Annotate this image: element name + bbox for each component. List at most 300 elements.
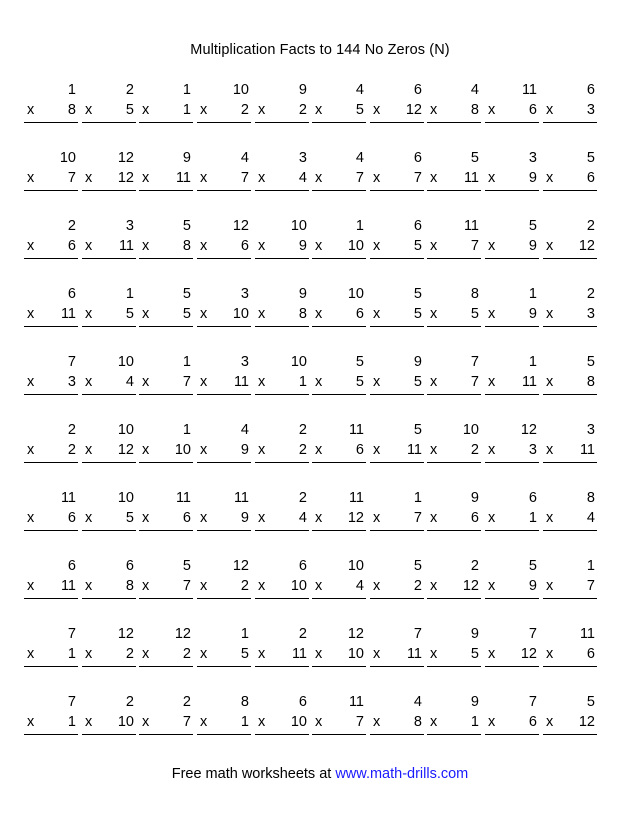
multiplicand: 1: [67, 82, 76, 98]
operator-line: [197, 443, 251, 463]
times-sign: x: [430, 646, 438, 662]
operator-line: [312, 647, 366, 667]
multiplier: 2: [240, 102, 249, 118]
multiplier: 4: [298, 170, 307, 186]
multiplier: 1: [528, 510, 537, 526]
operator-line: [543, 715, 597, 735]
multiplicand: 11: [348, 694, 364, 710]
multiplier: 8: [470, 102, 479, 118]
times-sign: x: [546, 510, 554, 526]
operator-line: [543, 375, 597, 395]
operator-line: [312, 579, 366, 599]
times-sign: x: [315, 238, 323, 254]
times-sign: x: [430, 238, 438, 254]
operator-line: [312, 443, 366, 463]
multiplier: 5: [413, 238, 422, 254]
operator-line: [543, 647, 597, 667]
multiplier: 9: [298, 238, 307, 254]
times-sign: x: [546, 578, 554, 594]
times-sign: x: [85, 102, 93, 118]
operator-line: [24, 307, 78, 327]
multiplicand: 5: [413, 558, 422, 574]
operator-line: [255, 647, 309, 667]
multiplicand: 7: [67, 354, 76, 370]
operator-line: [255, 511, 309, 531]
times-sign: x: [258, 714, 266, 730]
times-sign: x: [488, 714, 496, 730]
operator-line: [139, 307, 193, 327]
operator-line: [370, 307, 424, 327]
multiplier: 3: [67, 374, 76, 390]
multiplier: 5: [182, 306, 191, 322]
multiplier: 2: [240, 578, 249, 594]
operator-line: [543, 239, 597, 259]
times-sign: x: [430, 374, 438, 390]
operator-line: [427, 715, 481, 735]
operator-line: [485, 579, 539, 599]
times-sign: x: [27, 306, 35, 322]
operator-line: [197, 239, 251, 259]
operator-line: [255, 307, 309, 327]
times-sign: x: [142, 170, 150, 186]
operator-line: [197, 647, 251, 667]
multiplicand: 4: [413, 694, 422, 710]
multiplicand: 2: [298, 422, 307, 438]
multiplier: 10: [232, 306, 249, 322]
multiplier: 2: [470, 442, 479, 458]
multiplicand: 2: [182, 694, 191, 710]
operator-line: [427, 171, 481, 191]
multiplicand: 9: [413, 354, 422, 370]
operator-line: [82, 579, 136, 599]
times-sign: x: [315, 306, 323, 322]
operator-line: [139, 443, 193, 463]
times-sign: x: [85, 578, 93, 594]
worksheet-title: Multiplication Facts to 144 No Zeros (N): [190, 42, 450, 58]
multiplier: 10: [347, 646, 364, 662]
multiplier: 11: [406, 646, 422, 662]
multiplicand: 6: [67, 558, 76, 574]
operator-line: [427, 647, 481, 667]
times-sign: x: [546, 374, 554, 390]
multiplicand: 12: [117, 150, 134, 166]
operator-line: [255, 103, 309, 123]
multiplicand: 11: [521, 82, 537, 98]
times-sign: x: [85, 306, 93, 322]
times-sign: x: [258, 374, 266, 390]
multiplicand: 9: [298, 82, 307, 98]
multiplier: 12: [347, 510, 364, 526]
times-sign: x: [373, 510, 381, 526]
multiplicand: 3: [240, 286, 249, 302]
times-sign: x: [315, 442, 323, 458]
times-sign: x: [200, 646, 208, 662]
operator-line: [427, 307, 481, 327]
times-sign: x: [85, 170, 93, 186]
times-sign: x: [200, 306, 208, 322]
multiplicand: 5: [586, 694, 595, 710]
operator-line: [82, 239, 136, 259]
operator-line: [255, 375, 309, 395]
times-sign: x: [373, 578, 381, 594]
operator-line: [24, 171, 78, 191]
multiplier: 6: [355, 442, 364, 458]
multiplier: 7: [240, 170, 249, 186]
operator-line: [82, 647, 136, 667]
multiplier: 11: [60, 306, 76, 322]
multiplier: 6: [240, 238, 249, 254]
operator-line: [312, 715, 366, 735]
multiplicand: 2: [125, 694, 134, 710]
multiplier: 9: [528, 238, 537, 254]
times-sign: x: [85, 510, 93, 526]
multiplicand: 10: [347, 286, 364, 302]
operator-line: [255, 443, 309, 463]
times-sign: x: [488, 442, 496, 458]
multiplier: 2: [298, 102, 307, 118]
times-sign: x: [373, 170, 381, 186]
multiplicand: 7: [528, 626, 537, 642]
operator-line: [139, 103, 193, 123]
times-sign: x: [85, 714, 93, 730]
multiplicand: 8: [470, 286, 479, 302]
operator-line: [543, 579, 597, 599]
operator-line: [24, 715, 78, 735]
multiplier: 9: [528, 306, 537, 322]
multiplier: 6: [67, 238, 76, 254]
multiplicand: 10: [117, 490, 134, 506]
multiplicand: 2: [298, 490, 307, 506]
multiplier: 10: [174, 442, 191, 458]
multiplier: 2: [182, 646, 191, 662]
operator-line: [24, 443, 78, 463]
multiplier: 5: [355, 102, 364, 118]
operator-line: [543, 171, 597, 191]
operator-line: [370, 511, 424, 531]
operator-line: [427, 375, 481, 395]
operator-line: [139, 579, 193, 599]
multiplicand: 1: [182, 82, 191, 98]
operator-line: [427, 239, 481, 259]
times-sign: x: [315, 578, 323, 594]
multiplicand: 10: [117, 422, 134, 438]
multiplicand: 2: [67, 218, 76, 234]
multiplier: 11: [175, 170, 191, 186]
multiplier: 7: [586, 578, 595, 594]
times-sign: x: [430, 170, 438, 186]
operator-line: [24, 511, 78, 531]
multiplicand: 3: [125, 218, 134, 234]
multiplier: 1: [182, 102, 191, 118]
multiplier: 8: [586, 374, 595, 390]
times-sign: x: [373, 374, 381, 390]
multiplier: 11: [406, 442, 422, 458]
times-sign: x: [488, 646, 496, 662]
multiplier: 5: [125, 306, 134, 322]
multiplier: 10: [347, 238, 364, 254]
multiplicand: 7: [67, 694, 76, 710]
operator-line: [485, 511, 539, 531]
operator-line: [197, 375, 251, 395]
multiplier: 1: [298, 374, 307, 390]
multiplicand: 11: [60, 490, 76, 506]
multiplier: 1: [240, 714, 249, 730]
multiplier: 6: [470, 510, 479, 526]
multiplicand: 2: [125, 82, 134, 98]
operator-line: [197, 715, 251, 735]
times-sign: x: [488, 102, 496, 118]
multiplier: 11: [233, 374, 249, 390]
times-sign: x: [27, 238, 35, 254]
operator-line: [543, 307, 597, 327]
times-sign: x: [142, 646, 150, 662]
multiplier: 4: [355, 578, 364, 594]
multiplicand: 6: [413, 82, 422, 98]
multiplier: 5: [470, 646, 479, 662]
operator-line: [139, 171, 193, 191]
times-sign: x: [200, 714, 208, 730]
multiplier: 4: [125, 374, 134, 390]
operator-line: [139, 239, 193, 259]
times-sign: x: [85, 442, 93, 458]
multiplicand: 9: [182, 150, 191, 166]
multiplier: 4: [298, 510, 307, 526]
times-sign: x: [27, 578, 35, 594]
times-sign: x: [488, 578, 496, 594]
multiplicand: 5: [413, 286, 422, 302]
multiplicand: 1: [413, 490, 422, 506]
times-sign: x: [27, 714, 35, 730]
multiplicand: 5: [355, 354, 364, 370]
multiplier: 11: [579, 442, 595, 458]
multiplier: 12: [578, 238, 595, 254]
times-sign: x: [373, 102, 381, 118]
operator-line: [312, 103, 366, 123]
multiplicand: 2: [67, 422, 76, 438]
multiplicand: 12: [174, 626, 191, 642]
times-sign: x: [488, 170, 496, 186]
multiplier: 6: [355, 306, 364, 322]
times-sign: x: [546, 170, 554, 186]
multiplicand: 11: [233, 490, 249, 506]
multiplicand: 6: [413, 218, 422, 234]
operator-line: [139, 647, 193, 667]
times-sign: x: [373, 442, 381, 458]
operator-line: [82, 511, 136, 531]
times-sign: x: [200, 442, 208, 458]
times-sign: x: [258, 306, 266, 322]
times-sign: x: [488, 306, 496, 322]
operator-line: [24, 239, 78, 259]
multiplier: 8: [67, 102, 76, 118]
multiplier: 9: [240, 442, 249, 458]
multiplicand: 10: [232, 82, 249, 98]
multiplier: 2: [298, 442, 307, 458]
times-sign: x: [27, 374, 35, 390]
times-sign: x: [315, 170, 323, 186]
multiplicand: 7: [528, 694, 537, 710]
multiplicand: 12: [232, 218, 249, 234]
multiplier: 5: [470, 306, 479, 322]
operator-line: [485, 647, 539, 667]
times-sign: x: [430, 714, 438, 730]
times-sign: x: [85, 646, 93, 662]
multiplicand: 5: [470, 150, 479, 166]
multiplicand: 5: [528, 218, 537, 234]
operator-line: [82, 307, 136, 327]
multiplicand: 6: [298, 694, 307, 710]
times-sign: x: [258, 442, 266, 458]
multiplicand: 11: [463, 218, 479, 234]
multiplicand: 7: [470, 354, 479, 370]
multiplier: 6: [586, 646, 595, 662]
operator-line: [543, 511, 597, 531]
times-sign: x: [27, 442, 35, 458]
multiplier: 12: [462, 578, 479, 594]
multiplicand: 1: [586, 558, 595, 574]
operator-line: [82, 443, 136, 463]
operator-line: [24, 103, 78, 123]
times-sign: x: [315, 646, 323, 662]
times-sign: x: [315, 374, 323, 390]
times-sign: x: [258, 510, 266, 526]
operator-line: [543, 103, 597, 123]
operator-line: [427, 103, 481, 123]
multiplicand: 2: [586, 286, 595, 302]
multiplier: 8: [413, 714, 422, 730]
multiplier: 7: [413, 510, 422, 526]
multiplicand: 11: [348, 422, 364, 438]
multiplier: 7: [182, 714, 191, 730]
operator-line: [24, 579, 78, 599]
operator-line: [197, 171, 251, 191]
multiplicand: 6: [298, 558, 307, 574]
operator-line: [255, 579, 309, 599]
times-sign: x: [27, 510, 35, 526]
times-sign: x: [315, 714, 323, 730]
footer: [0, 766, 640, 782]
operator-line: [312, 171, 366, 191]
multiplicand: 4: [240, 150, 249, 166]
multiplicand: 6: [413, 150, 422, 166]
multiplier: 5: [240, 646, 249, 662]
footer-text: Free math worksheets at: [171, 766, 332, 782]
operator-line: [312, 239, 366, 259]
times-sign: x: [488, 374, 496, 390]
multiplier: 3: [586, 102, 595, 118]
multiplicand: 10: [347, 558, 364, 574]
times-sign: x: [315, 102, 323, 118]
operator-line: [197, 103, 251, 123]
multiplicand: 9: [470, 490, 479, 506]
times-sign: x: [258, 578, 266, 594]
times-sign: x: [430, 578, 438, 594]
times-sign: x: [200, 170, 208, 186]
multiplier: 5: [125, 510, 134, 526]
operator-line: [139, 715, 193, 735]
times-sign: x: [200, 238, 208, 254]
multiplier: 6: [528, 102, 537, 118]
multiplier: 2: [67, 442, 76, 458]
multiplicand: 4: [240, 422, 249, 438]
operator-line: [82, 375, 136, 395]
multiplicand: 5: [182, 218, 191, 234]
operator-line: [485, 171, 539, 191]
operator-line: [370, 579, 424, 599]
multiplier: 6: [528, 714, 537, 730]
multiplicand: 2: [586, 218, 595, 234]
multiplier: 7: [470, 374, 479, 390]
times-sign: x: [27, 646, 35, 662]
operator-line: [427, 443, 481, 463]
times-sign: x: [430, 510, 438, 526]
multiplier: 1: [67, 714, 76, 730]
times-sign: x: [27, 102, 35, 118]
times-sign: x: [546, 102, 554, 118]
times-sign: x: [85, 238, 93, 254]
operator-line: [197, 307, 251, 327]
multiplier: 6: [67, 510, 76, 526]
multiplicand: 11: [579, 626, 595, 642]
multiplicand: 12: [347, 626, 364, 642]
operator-line: [312, 307, 366, 327]
multiplicand: 1: [182, 354, 191, 370]
times-sign: x: [546, 238, 554, 254]
times-sign: x: [488, 510, 496, 526]
multiplicand: 12: [520, 422, 537, 438]
operator-line: [427, 511, 481, 531]
times-sign: x: [142, 714, 150, 730]
operator-line: [485, 443, 539, 463]
multiplicand: 12: [232, 558, 249, 574]
times-sign: x: [142, 510, 150, 526]
times-sign: x: [142, 238, 150, 254]
multiplier: 11: [291, 646, 307, 662]
operator-line: [24, 375, 78, 395]
multiplier: 2: [413, 578, 422, 594]
times-sign: x: [315, 510, 323, 526]
operator-line: [485, 715, 539, 735]
multiplicand: 5: [413, 422, 422, 438]
multiplier: 1: [67, 646, 76, 662]
multiplier: 3: [528, 442, 537, 458]
multiplier: 8: [298, 306, 307, 322]
multiplicand: 4: [355, 150, 364, 166]
operator-line: [543, 443, 597, 463]
multiplier: 8: [125, 578, 134, 594]
multiplicand: 3: [298, 150, 307, 166]
multiplicand: 2: [470, 558, 479, 574]
multiplicand: 9: [470, 694, 479, 710]
multiplicand: 10: [290, 354, 307, 370]
multiplier: 5: [125, 102, 134, 118]
times-sign: x: [142, 102, 150, 118]
multiplicand: 1: [182, 422, 191, 438]
times-sign: x: [258, 646, 266, 662]
multiplicand: 8: [586, 490, 595, 506]
multiplicand: 3: [586, 422, 595, 438]
multiplier: 3: [586, 306, 595, 322]
operator-line: [370, 103, 424, 123]
times-sign: x: [546, 714, 554, 730]
footer-link[interactable]: www.math-drills.com: [335, 766, 469, 782]
times-sign: x: [142, 442, 150, 458]
times-sign: x: [430, 442, 438, 458]
multiplier: 11: [463, 170, 479, 186]
multiplier: 1: [470, 714, 479, 730]
multiplicand: 2: [298, 626, 307, 642]
multiplier: 12: [405, 102, 422, 118]
